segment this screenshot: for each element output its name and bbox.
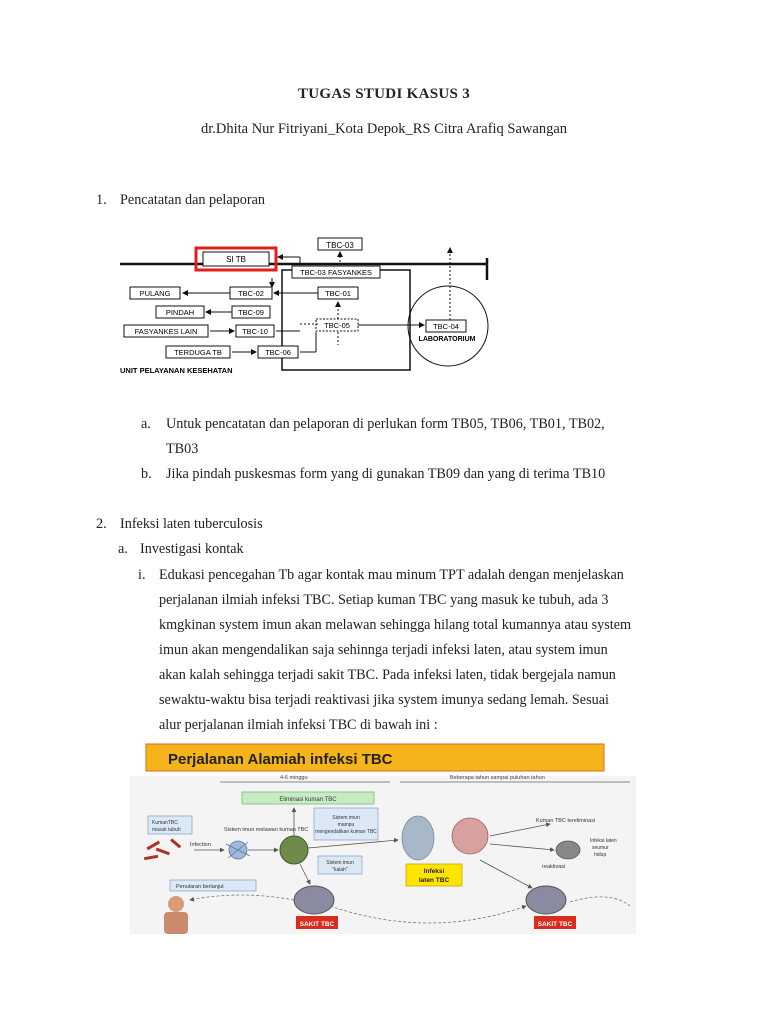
tbc01-label: TBC-01: [325, 289, 351, 298]
tbc09-label: TBC-09: [238, 308, 264, 317]
infeksi-laten-seumur-label-1: Infeksi laten: [590, 838, 617, 844]
pindah-label: PINDAH: [165, 308, 195, 317]
sitb-label: SI TB: [226, 255, 246, 264]
sistem-kalah-label-1: Sistem imun: [326, 860, 354, 866]
tbc03-fasyankes-label: TBC-03 FASYANKES: [300, 268, 372, 277]
years-label: Beberapa tahun sampai puluhan tahun: [450, 775, 545, 781]
item-a-line-1: Untuk pencatatan dan pelaporan di perlukan form TB05, TB06, TB01, TB02,: [166, 416, 605, 432]
penularan-label: Penularan berlanjut: [176, 884, 224, 890]
kuman-masuk-label-2: masuk tubuh: [152, 827, 181, 833]
para-line-3: kmgkinan system imun akan melawan sehingga hilang total kumannya atau system: [159, 617, 632, 633]
section-2a-heading: Investigasi kontak: [140, 541, 244, 557]
granuloma-icon: [452, 818, 488, 854]
sistem-melawan-label: Sistem imun melawan kuman TBC: [224, 827, 309, 833]
unit-label: UNIT PELAYANAN KESEHATAN: [120, 366, 233, 375]
sistem-kalah-label-2: "kalah": [332, 867, 348, 873]
terieliminasi-label: Kuman TBC tereliminasi: [536, 818, 596, 824]
fasyankes-lain-label: FASYANKES LAIN: [134, 327, 198, 336]
eliminated-cell-icon: [556, 841, 580, 859]
document-subtitle: dr.Dhita Nur Fitriyani_Kota Depok_RS Citra Arafiq Sawangan: [200, 121, 568, 137]
section-2-number: 2.: [96, 516, 107, 532]
infeksi-laten-seumur-label-2: seumur: [592, 845, 609, 851]
item-b-marker: b.: [141, 466, 152, 482]
item-b-line-1: Jika pindah puskesmas form yang di gunakan TB09 dan yang di terima TB10: [166, 466, 606, 482]
tbc02-label: TBC-02: [238, 289, 264, 298]
sick-cell-icon-1: [294, 886, 334, 914]
sistem-mampu-label-1: Sistem imun: [332, 815, 360, 821]
section-2a-marker: a.: [118, 541, 128, 557]
reporting-flow-diagram: [116, 236, 492, 380]
sakit-tbc-label-2: SAKIT TBC: [537, 921, 573, 928]
figure-title: Perjalanan Alamiah infeksi TBC: [168, 751, 393, 768]
tbc06-label: TBC-06: [265, 348, 291, 357]
item-a-marker: a.: [141, 416, 151, 432]
sistem-mampu-label-3: mengendalikan kuman TBC: [315, 829, 377, 835]
pulang-label: PULANG: [139, 289, 171, 298]
item-a-line-2: TB03: [166, 441, 199, 457]
para-line-5: akan kalah sehingga terjadi sakit TBC. Pada infeksi laten, tidak bergejala namun: [159, 667, 616, 683]
section-2-heading: Infeksi laten tuberculosis: [120, 516, 263, 532]
macrophage-icon: [280, 836, 308, 864]
weeks-label: 4-6 minggu: [280, 775, 308, 781]
reaktivasi-label: reaktivasi: [542, 864, 566, 870]
sick-cell-icon-2: [526, 886, 566, 914]
sistem-mampu-label-2: mampu: [337, 822, 355, 828]
infeksi-laten-label-2: laten TBC: [418, 877, 450, 884]
eliminasi-label: Eliminasi kuman TBC: [279, 797, 337, 803]
tbc03-top-label: TBC-03: [326, 241, 354, 250]
para-line-2: perjalanan ilmiah infeksi TBC. Setiap kuman TBC yang masuk ke tubuh, ada 3: [159, 592, 609, 608]
terduga-label: TERDUGA TB: [174, 348, 222, 357]
tbc-natural-history-figure: [130, 740, 636, 934]
infection-label: Infection: [190, 842, 211, 848]
para-line-6: sewaktu-waktu bisa terjadi reaktivasi jika system imunya sedang lemah. Sesuai: [159, 692, 609, 708]
section-1-number: 1.: [96, 192, 107, 208]
tbc04-label: TBC-04: [433, 322, 459, 331]
lung-icon: [402, 816, 434, 860]
sakit-tbc-label-1: SAKIT TBC: [299, 921, 335, 928]
infeksi-laten-label-1: Infeksi: [423, 868, 445, 875]
tbc10-label: TBC-10: [242, 327, 268, 336]
infeksi-laten-seumur-label-3: hidup: [594, 852, 607, 858]
tbc05-label: TBC-05: [324, 321, 350, 330]
laboratorium-label: LABORATORIUM: [418, 336, 476, 343]
para-line-7: alur perjalanan ilmiah infeksi TBC di bawah ini :: [159, 717, 438, 733]
document-title: TUGAS STUDI KASUS 3: [298, 86, 470, 102]
para-line-1: Edukasi pencegahan Tb agar kontak mau minum TPT adalah dengan menjelaskan: [159, 567, 624, 583]
section-1-heading: Pencatatan dan pelaporan: [120, 192, 265, 208]
para-line-4: imun akan mengendalikan saja sehinnga terjadi infeksi laten, atau system imun: [159, 642, 608, 658]
kuman-masuk-label: KumanTBC: [152, 820, 178, 826]
roman-i-marker: i.: [138, 567, 146, 583]
